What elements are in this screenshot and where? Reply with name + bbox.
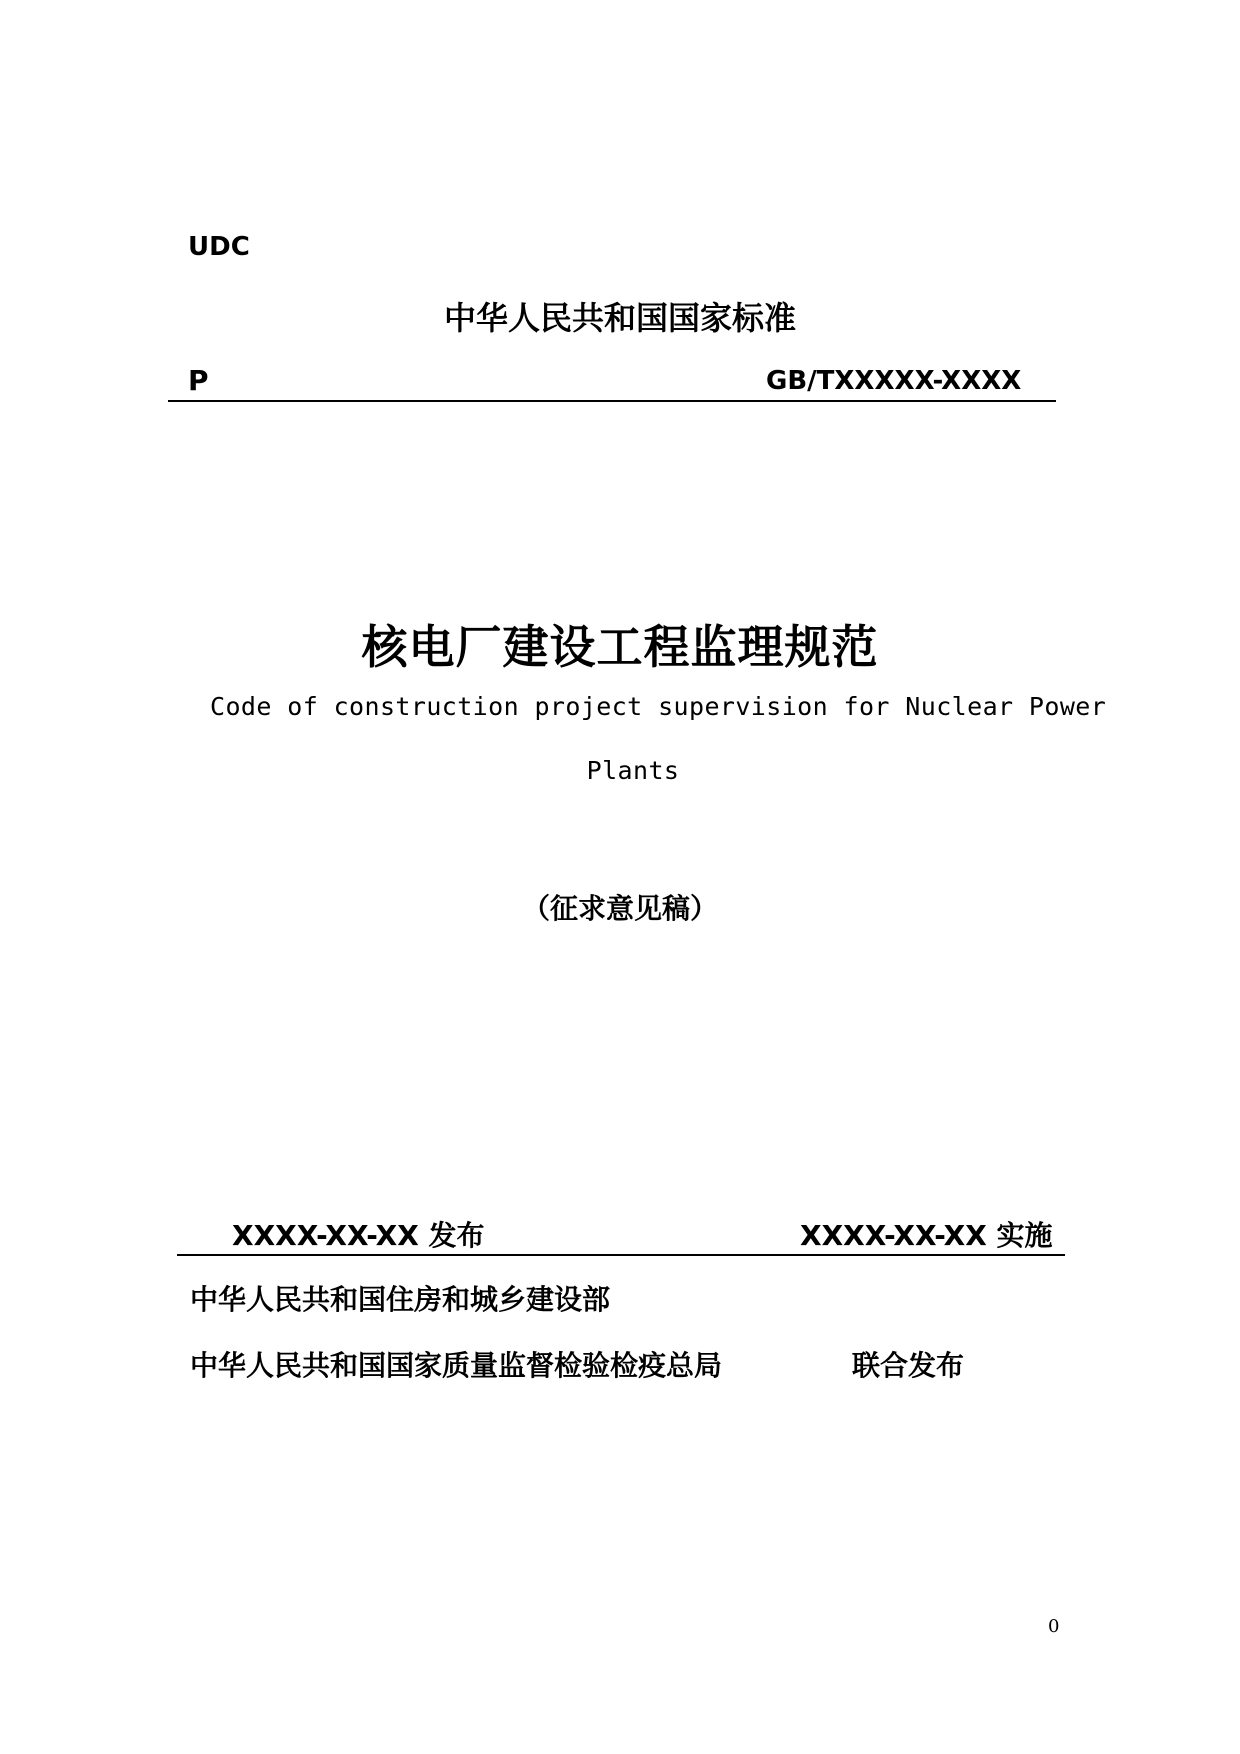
- document-title-english-line1: Code of construction project supervision for Nuclear Power: [210, 692, 1107, 721]
- publisher-department-1: 中华人民共和国住房和城乡建设部: [190, 1283, 611, 1316]
- joint-publication-label: 联合发布: [852, 1349, 965, 1382]
- document-title-english-line2: Plants: [586, 756, 680, 785]
- draft-status: （征求意见稿）: [521, 892, 718, 925]
- national-standard-heading: 中华人民共和国国家标准: [443, 299, 796, 337]
- publisher-department-2: 中华人民共和国国家质量监督检验检疫总局: [190, 1349, 723, 1382]
- udc-label: UDC: [188, 232, 250, 262]
- implementation-date: XXXX-XX-XX 实施: [800, 1219, 1053, 1252]
- classification-code: P: [188, 364, 209, 397]
- document-title-chinese: 核电厂建设工程监理规范: [361, 620, 879, 674]
- standard-number: GB/TXXXXX-XXXX: [766, 366, 1022, 396]
- issue-date: XXXX-XX-XX 发布: [232, 1219, 485, 1252]
- page-number: 0: [1048, 1616, 1060, 1637]
- bottom-divider: [177, 1254, 1065, 1256]
- top-divider: [168, 400, 1056, 402]
